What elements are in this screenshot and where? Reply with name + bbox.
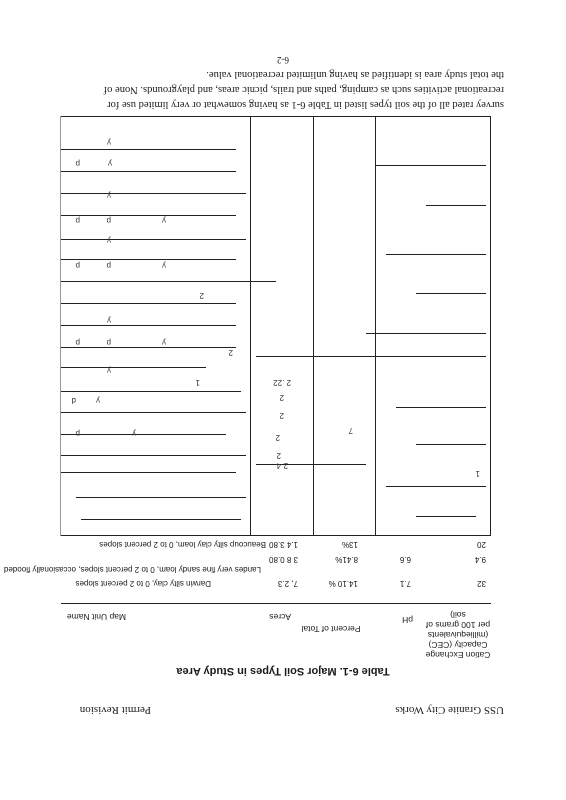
faded-fragment: p bbox=[106, 338, 111, 347]
row-1-ph: 7.1 bbox=[399, 579, 411, 588]
col-header-percent: Percent of Total bbox=[301, 624, 361, 634]
faded-fragment: p bbox=[106, 261, 111, 270]
row-rule bbox=[416, 516, 476, 517]
row-rule bbox=[61, 259, 236, 260]
faded-fragment: 2 bbox=[275, 433, 280, 442]
col-header-acres: Acres bbox=[269, 612, 291, 622]
col-header-ph: pH bbox=[402, 615, 413, 625]
faded-fragment: p bbox=[75, 261, 80, 270]
row-3-percent: 13% bbox=[341, 540, 358, 549]
row-rule bbox=[61, 412, 246, 413]
faded-fragment: d bbox=[71, 396, 76, 405]
faded-fragment: p bbox=[75, 216, 80, 225]
row-rule bbox=[386, 486, 486, 487]
faded-fragment: 2 bbox=[279, 393, 284, 402]
row-rule bbox=[426, 205, 486, 206]
faded-fragment: y bbox=[107, 236, 111, 245]
faded-fragment: 1 bbox=[475, 469, 480, 478]
row-rule bbox=[61, 171, 236, 172]
row-rule bbox=[386, 254, 486, 255]
faded-fragment: y bbox=[107, 316, 111, 325]
faded-fragment: p bbox=[75, 159, 80, 168]
row-rule bbox=[256, 464, 366, 465]
row-rule bbox=[396, 407, 486, 408]
row-rule bbox=[61, 472, 236, 473]
row-1-acres: 7, 2.3 bbox=[277, 579, 298, 588]
row-rule bbox=[366, 333, 486, 334]
row-rule bbox=[61, 325, 236, 326]
column-divider bbox=[250, 116, 251, 536]
faded-fragment: 2 bbox=[276, 451, 281, 460]
row-3-cec: 20 bbox=[477, 540, 486, 549]
row-rule bbox=[61, 239, 246, 240]
page-number: 6-2 bbox=[277, 55, 289, 65]
faded-fragment: y bbox=[108, 159, 112, 168]
faded-fragment: 2 bbox=[279, 411, 284, 420]
row-3-acres: 1.4 3.80 bbox=[269, 540, 298, 549]
faded-fragment: 7 bbox=[348, 426, 353, 435]
faded-fragment: p bbox=[106, 216, 111, 225]
row-rule bbox=[81, 519, 241, 520]
row-rule bbox=[61, 455, 246, 456]
column-divider bbox=[313, 116, 314, 536]
faded-fragment: 1 bbox=[195, 378, 200, 387]
row-1-percent: 14.10 % bbox=[328, 579, 358, 588]
faded-fragment: y bbox=[96, 396, 100, 405]
faded-fragment: y bbox=[132, 429, 136, 438]
faded-fragment: p bbox=[75, 338, 80, 347]
row-rule bbox=[376, 165, 486, 166]
column-divider bbox=[375, 116, 376, 536]
row-rule bbox=[61, 116, 491, 117]
table-title: Table 6-1. Major Soil Types in Study Area bbox=[176, 665, 390, 677]
row-rule bbox=[61, 193, 246, 194]
faded-fragment: y bbox=[162, 216, 166, 225]
row-1-name: Darwin silty clay, 0 to 2 percent slopes bbox=[75, 579, 211, 588]
row-rule bbox=[61, 434, 226, 435]
row-rule bbox=[61, 215, 236, 216]
faded-fragment: 2 .22 bbox=[273, 378, 291, 387]
header-rule bbox=[61, 603, 491, 604]
row-rule bbox=[61, 149, 236, 150]
body-text-line-2: recreational activities such as camping, paths and trails, picnic areas, and playgrounds. None of bbox=[103, 84, 504, 95]
faded-fragment: y bbox=[162, 261, 166, 270]
revision-header: Permit Revision bbox=[79, 704, 151, 716]
row-rule bbox=[61, 347, 236, 348]
faded-fragment: 2 bbox=[283, 461, 288, 470]
body-text-line-3: the total study area is identified as having unlimited recreational value. bbox=[206, 69, 504, 80]
faded-fragment: p bbox=[75, 429, 80, 438]
row-2-acres: 3 8 0.80 bbox=[269, 555, 298, 564]
faded-fragment: y bbox=[162, 338, 166, 347]
company-header: USS Granite City Works bbox=[395, 704, 504, 716]
row-1-cec: 32 bbox=[477, 579, 486, 588]
table-bottom-rule bbox=[61, 535, 491, 536]
faded-fragment: y bbox=[107, 191, 111, 200]
column-divider bbox=[60, 116, 61, 536]
row-rule bbox=[61, 367, 206, 368]
row-2-ph: 6.6 bbox=[399, 555, 411, 564]
row-rule bbox=[256, 356, 486, 357]
faded-fragment: 4 bbox=[276, 461, 281, 470]
faded-fragment: y bbox=[107, 138, 111, 147]
row-rule bbox=[61, 303, 236, 304]
faded-fragment: y bbox=[107, 366, 111, 375]
col-header-map-unit: Map Unit Name bbox=[66, 612, 126, 622]
row-2-cec: 9.4 bbox=[474, 555, 486, 564]
col-header-cec: Cation Exchange Capacity (CEC) (milliequivalents per 100 grams of soil) bbox=[425, 610, 491, 660]
row-2-percent: 8.41% bbox=[335, 555, 358, 564]
column-divider bbox=[490, 116, 491, 536]
row-rule bbox=[416, 293, 486, 294]
body-text-line-1: survey rated all of the soil types listed in Table 6-1 as having somewhat or very limited use for bbox=[107, 99, 504, 110]
row-rule bbox=[76, 497, 246, 498]
row-rule bbox=[61, 281, 276, 282]
faded-fragment: 2 bbox=[199, 291, 204, 300]
faded-fragment: 2 bbox=[228, 348, 233, 357]
row-rule bbox=[416, 444, 486, 445]
row-rule bbox=[61, 391, 241, 392]
row-3-name: Beaucoup silty clay loam, 0 to 2 percent slopes bbox=[99, 540, 266, 549]
row-2-name: Landes very fine sandy loam, 0 to 2 percent slopes, occasionally flooded bbox=[3, 565, 261, 574]
